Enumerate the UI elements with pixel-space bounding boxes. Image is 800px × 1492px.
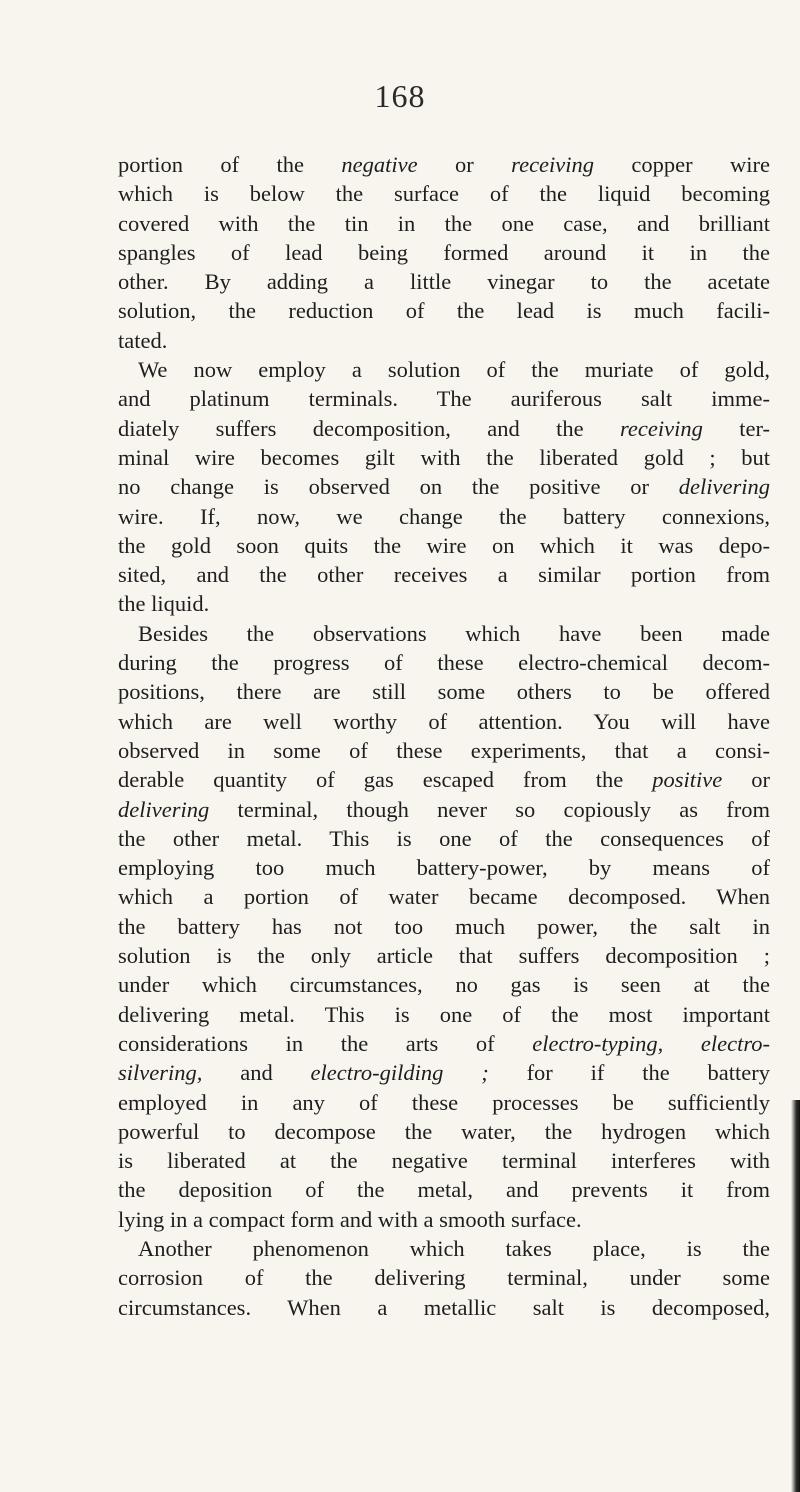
- text-segment: the gold soon quits the wire on which it was depo-: [118, 532, 770, 558]
- italic-text: receiving: [511, 152, 595, 177]
- italic-text: delivering: [678, 474, 770, 500]
- italic-text: electro-gilding ;: [310, 1060, 489, 1086]
- text-segment: delivering metal. This is one of the most important: [118, 1001, 770, 1027]
- italic-text: receiving: [619, 415, 703, 441]
- text-line: [118, 209, 770, 238]
- text-segment: We now employ a solution of the muriate of gold,: [138, 357, 770, 383]
- text-segment: considerations in the arts of: [118, 1030, 533, 1056]
- page-edge-shadow: [791, 1100, 800, 1492]
- text-line: [118, 326, 770, 355]
- text-line: [118, 1088, 770, 1117]
- text-line: [118, 677, 770, 706]
- text-line: [118, 414, 770, 443]
- text-segment: covered with the tin in the one case, and brilliant: [118, 210, 770, 236]
- text-segment: solution, the reduction of the lead is much facili-: [118, 298, 770, 324]
- text-line: [118, 1205, 770, 1234]
- body-text: [118, 150, 770, 1322]
- text-segment: sited, and the other receives a similar portion from: [118, 562, 770, 588]
- italic-text: negative: [341, 152, 418, 177]
- text-segment: observed in some of these experiments, that a consi-: [118, 737, 770, 763]
- text-segment: employing too much battery-power, by means of: [118, 855, 770, 881]
- text-segment: minal wire becomes gilt with the liberated gold ; but: [118, 444, 770, 470]
- text-line: [118, 824, 770, 853]
- text-segment: employed in any of these processes be sufficiently: [118, 1089, 770, 1115]
- italic-text: electro-typing, electro-: [532, 1030, 770, 1056]
- text-line: [118, 1146, 770, 1175]
- text-segment: or: [417, 152, 512, 177]
- text-segment: or: [722, 767, 770, 793]
- text-segment: portion of the: [118, 152, 342, 177]
- text-segment: the other metal. This is one of the consequences of: [118, 825, 770, 851]
- text-line: [118, 384, 770, 413]
- text-segment: the deposition of the metal, and prevents it from: [118, 1177, 770, 1203]
- text-line: [118, 912, 770, 941]
- text-segment: under which circumstances, no gas is seen at the: [118, 972, 770, 998]
- text-line: [118, 970, 770, 999]
- text-line: [118, 736, 770, 765]
- text-line: [118, 443, 770, 472]
- text-line: [118, 1234, 770, 1263]
- text-segment: Another phenomenon which takes place, is the: [138, 1235, 770, 1261]
- text-segment: spangles of lead being formed around it in the: [118, 239, 770, 265]
- text-segment: which is below the surface of the liquid becoming: [118, 181, 770, 207]
- italic-text: delivering: [118, 796, 210, 822]
- text-segment: is liberated at the negative terminal interferes with: [118, 1148, 770, 1174]
- text-line: [118, 502, 770, 531]
- text-segment: derable quantity of gas escaped from the: [118, 767, 653, 793]
- text-segment: which are well worthy of attention. You will have: [118, 708, 770, 734]
- text-segment: for if the battery: [488, 1060, 770, 1086]
- text-line: [118, 1029, 770, 1058]
- text-line: [118, 853, 770, 882]
- text-line: [118, 707, 770, 736]
- text-segment: lying in a compact form and with a smooth surface.: [118, 1206, 582, 1232]
- text-line: [118, 941, 770, 970]
- text-segment: corrosion of the delivering terminal, under some: [118, 1265, 770, 1291]
- text-line: [118, 1175, 770, 1204]
- text-segment: diately suffers decomposition, and the: [118, 415, 620, 441]
- text-line: [118, 589, 770, 618]
- text-segment: circumstances. When a metallic salt is decomposed,: [118, 1294, 770, 1320]
- text-line: [118, 882, 770, 911]
- text-line: [118, 560, 770, 589]
- text-line: [118, 296, 770, 325]
- text-segment: no change is observed on the positive or: [118, 474, 679, 500]
- text-line: [118, 1293, 770, 1322]
- text-line: [118, 267, 770, 296]
- text-segment: Besides the observations which have been made: [138, 620, 770, 646]
- text-line: [118, 355, 770, 384]
- text-segment: ter-: [702, 415, 770, 441]
- text-line: [118, 1000, 770, 1029]
- text-line: [118, 619, 770, 648]
- text-segment: the liquid.: [118, 591, 210, 617]
- text-segment: terminal, though never so copiously as from: [209, 796, 770, 822]
- text-line: [118, 1117, 770, 1146]
- italic-text: positive: [652, 767, 723, 793]
- italic-text: silvering,: [118, 1060, 203, 1086]
- text-line: [118, 531, 770, 560]
- text-line: [118, 1058, 770, 1087]
- text-segment: the battery has not too much power, the salt in: [118, 913, 770, 939]
- text-segment: tated.: [118, 327, 168, 353]
- text-line: [118, 179, 770, 208]
- text-segment: during the progress of these electro-chemical decom-: [118, 650, 770, 676]
- text-segment: which a portion of water became decomposed. When: [118, 884, 770, 910]
- text-line: [118, 765, 770, 794]
- text-line: [118, 1263, 770, 1292]
- text-line: [118, 472, 770, 501]
- text-segment: and: [202, 1060, 311, 1086]
- text-line: [118, 648, 770, 677]
- text-segment: powerful to decompose the water, the hydrogen which: [118, 1118, 770, 1144]
- text-segment: copper wire: [594, 152, 771, 177]
- text-segment: solution is the only article that suffers decomposition ;: [118, 943, 770, 969]
- page-number: 168: [374, 78, 426, 114]
- text-segment: and platinum terminals. The auriferous salt imme-: [118, 386, 770, 412]
- text-line: [118, 795, 770, 824]
- text-segment: other. By adding a little vinegar to the acetate: [118, 269, 770, 295]
- text-line: [118, 150, 770, 179]
- text-line: [118, 238, 770, 267]
- text-segment: positions, there are still some others to be offered: [118, 679, 770, 705]
- text-segment: wire. If, now, we change the battery connexions,: [118, 503, 770, 529]
